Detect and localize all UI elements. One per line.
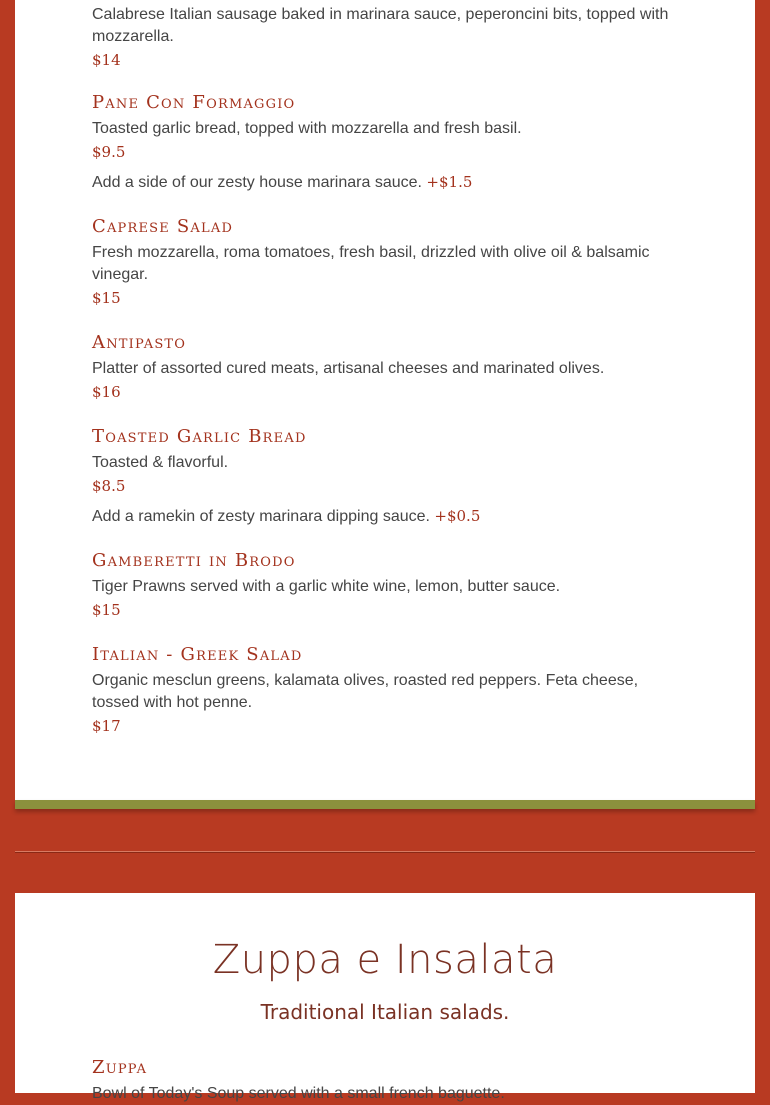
item-description: Calabrese Italian sausage baked in marinara sauce, peperoncini bits, topped with mozzarella. xyxy=(92,6,669,45)
section-divider xyxy=(15,851,755,853)
item-name: Zuppa xyxy=(92,1057,148,1078)
item-addon xyxy=(92,171,682,194)
menu-item xyxy=(92,426,682,528)
menu-item xyxy=(92,216,682,309)
item-name: Toasted Garlic Bread xyxy=(92,426,307,447)
item-price: $9.5 xyxy=(92,143,126,161)
item-description: Platter of assorted cured meats, artisanal cheeses and marinated olives. xyxy=(92,360,605,377)
item-price: $17 xyxy=(92,717,121,735)
item-price: $16 xyxy=(92,383,121,401)
item-name: Gamberetti in Brodo xyxy=(92,550,296,571)
menu-item xyxy=(92,644,682,737)
menu-item xyxy=(92,4,682,71)
menu-item xyxy=(92,1057,682,1105)
section-subtitle: Traditional Italian salads. xyxy=(260,1000,510,1024)
item-price: $14 xyxy=(92,51,121,69)
item-description: Tiger Prawns served with a garlic white wine, lemon, butter sauce. xyxy=(92,578,561,595)
addon-text: Add a ramekin of zesty marinara dipping sauce. xyxy=(92,508,430,525)
menu-item xyxy=(92,92,682,194)
section-accent-bar xyxy=(15,800,755,809)
item-name: Antipasto xyxy=(92,332,187,353)
item-price: $8.5 xyxy=(92,477,126,495)
addon-text: Add a side of our zesty house marinara sauce. xyxy=(92,174,422,191)
item-name: Pane Con Formaggio xyxy=(92,92,296,113)
addon-price: +$1.5 xyxy=(426,173,473,191)
item-price: $15 xyxy=(92,601,121,619)
item-description: Bowl of Today's Soup served with a small french baguette. xyxy=(92,1085,505,1102)
item-description: Fresh mozzarella, roma tomatoes, fresh basil, drizzled with olive oil & balsamic vinegar. xyxy=(92,244,650,283)
menu-item xyxy=(92,550,682,621)
item-name: Caprese Salad xyxy=(92,216,234,237)
item-description: Organic mesclun greens, kalamata olives, roasted red peppers. Feta cheese, tossed with hot penne. xyxy=(92,672,639,711)
addon-price: +$0.5 xyxy=(434,507,481,525)
section-title: Zuppa e Insalata xyxy=(212,937,558,983)
item-name: Italian - Greek Salad xyxy=(92,644,303,665)
item-price: $15 xyxy=(92,289,121,307)
item-description: Toasted & flavorful. xyxy=(92,454,229,471)
item-addon xyxy=(92,505,682,528)
menu-item xyxy=(92,332,682,403)
item-description: Toasted garlic bread, topped with mozzarella and fresh basil. xyxy=(92,120,522,137)
